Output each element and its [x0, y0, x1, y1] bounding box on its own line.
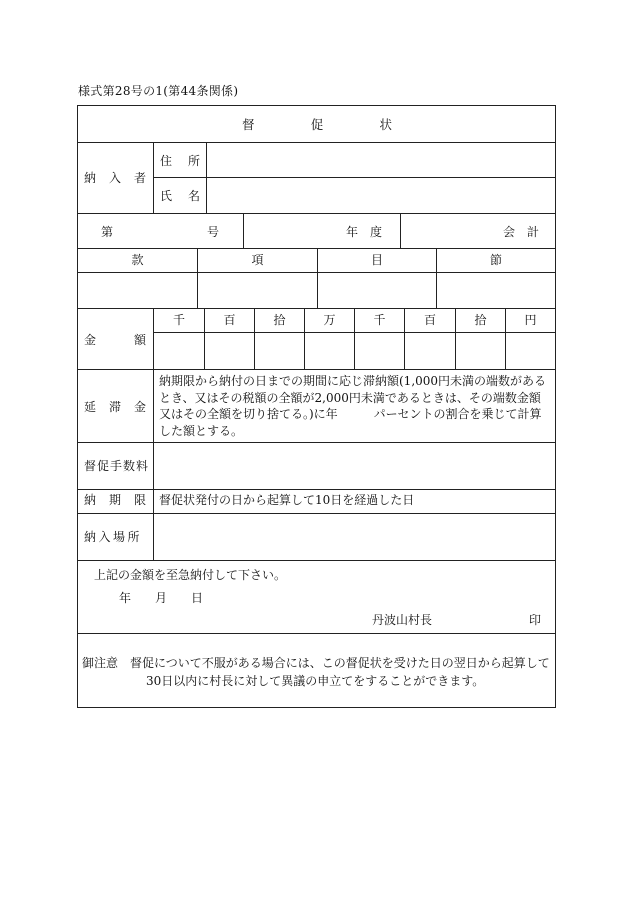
dunning-notice-form: 督 促 状 納 入 者 住 所 氏 名 第 号 年 度 会 計 款 項 目 節 金 額 千 百 拾 万 千 百 拾 円 延 滞 金 納期限から納付の日までの期間に応じ滞納額(1,000円未満の端数があるとき、又はその税額の全額が2,000円未満であるときは、その端数金額又はその全額を切り捨てる。)に年 パーセントの割合を乗じて計算した額とする。 督促手数料 納 期 限 督促状発付の日から起算して10日を経過した日 納入場所 上記の金額を至急納付して下さい。 年 月 日 丹波山村長 印 御注意 督促について不服がある場合には、この督促状を受けた日の翌日から起算して 30日以内に村長に対して異議の申立てをすることができます。 — [77, 105, 556, 708]
digit-header: 百 — [423, 313, 436, 327]
fiscal-year-label: 年 度 — [346, 225, 382, 239]
rule — [153, 142, 154, 213]
rule — [400, 213, 401, 248]
late-fee-label: 延 滞 金 — [84, 400, 146, 414]
form-title — [242, 117, 392, 133]
number-prefix: 第 — [101, 225, 114, 239]
place-field[interactable] — [154, 514, 554, 559]
fee-label: 督促手数料 — [84, 459, 150, 473]
amount-label: 金 額 — [84, 333, 146, 347]
digit-header: 万 — [323, 313, 336, 327]
budget-header-kou: 項 — [251, 253, 264, 267]
rule — [78, 633, 555, 634]
account-label: 会 計 — [503, 225, 539, 239]
title-char: 督 — [242, 117, 255, 132]
digit-header: 千 — [172, 313, 185, 327]
caution-label: 御注意 — [82, 656, 119, 670]
digit-header: 円 — [524, 313, 537, 327]
form-caption: 様式第28号の1(第44条関係) — [78, 84, 239, 98]
caution-line-2: 30日以内に村長に対して異議の申立てをすることができます。 — [146, 674, 485, 688]
seal-mark: 印 — [529, 613, 542, 627]
payment-request: 上記の金額を至急納付して下さい。 — [94, 568, 287, 582]
budget-header-moku: 目 — [370, 253, 383, 267]
digit-header: 千 — [373, 313, 386, 327]
rule — [78, 369, 555, 370]
digit-header: 拾 — [273, 313, 286, 327]
deadline-label: 納 期 限 — [84, 493, 146, 507]
place-label: 納入場所 — [84, 530, 143, 544]
address-field[interactable] — [207, 143, 554, 177]
digit-header: 拾 — [474, 313, 487, 327]
late-fee-text: 納期限から納付の日までの期間に応じ滞納額(1,000円未満の端数があるとき、又はその税額の全額が2,000円未満であるときは、その端数金額又はその全額を切り捨てる。)に年 パーセントの割合を乗じて計算した額とする。 — [159, 374, 547, 438]
rule — [78, 213, 555, 214]
title-char: 促 — [310, 117, 324, 132]
deadline-value: 督促状発付の日から起算して10日を経過した日 — [159, 493, 415, 507]
budget-header-kan: 款 — [131, 253, 144, 267]
fee-field[interactable] — [154, 443, 554, 488]
address-label: 住 所 — [160, 154, 200, 168]
rule — [78, 489, 555, 490]
caution-line-1: 督促について不服がある場合には、この督促状を受けた日の翌日から起算して — [130, 656, 550, 670]
digit-header: 百 — [223, 313, 236, 327]
name-field[interactable] — [207, 178, 554, 212]
budget-header-setsu: 節 — [489, 253, 502, 267]
rule — [78, 308, 555, 309]
rule — [78, 560, 555, 561]
mayor-name: 丹波山村長 — [372, 613, 433, 627]
rule — [243, 213, 244, 248]
name-label: 氏 名 — [160, 189, 200, 203]
number-suffix: 号 — [207, 225, 220, 239]
title-char: 状 — [379, 117, 392, 132]
payer-label: 納 入 者 — [84, 171, 146, 185]
